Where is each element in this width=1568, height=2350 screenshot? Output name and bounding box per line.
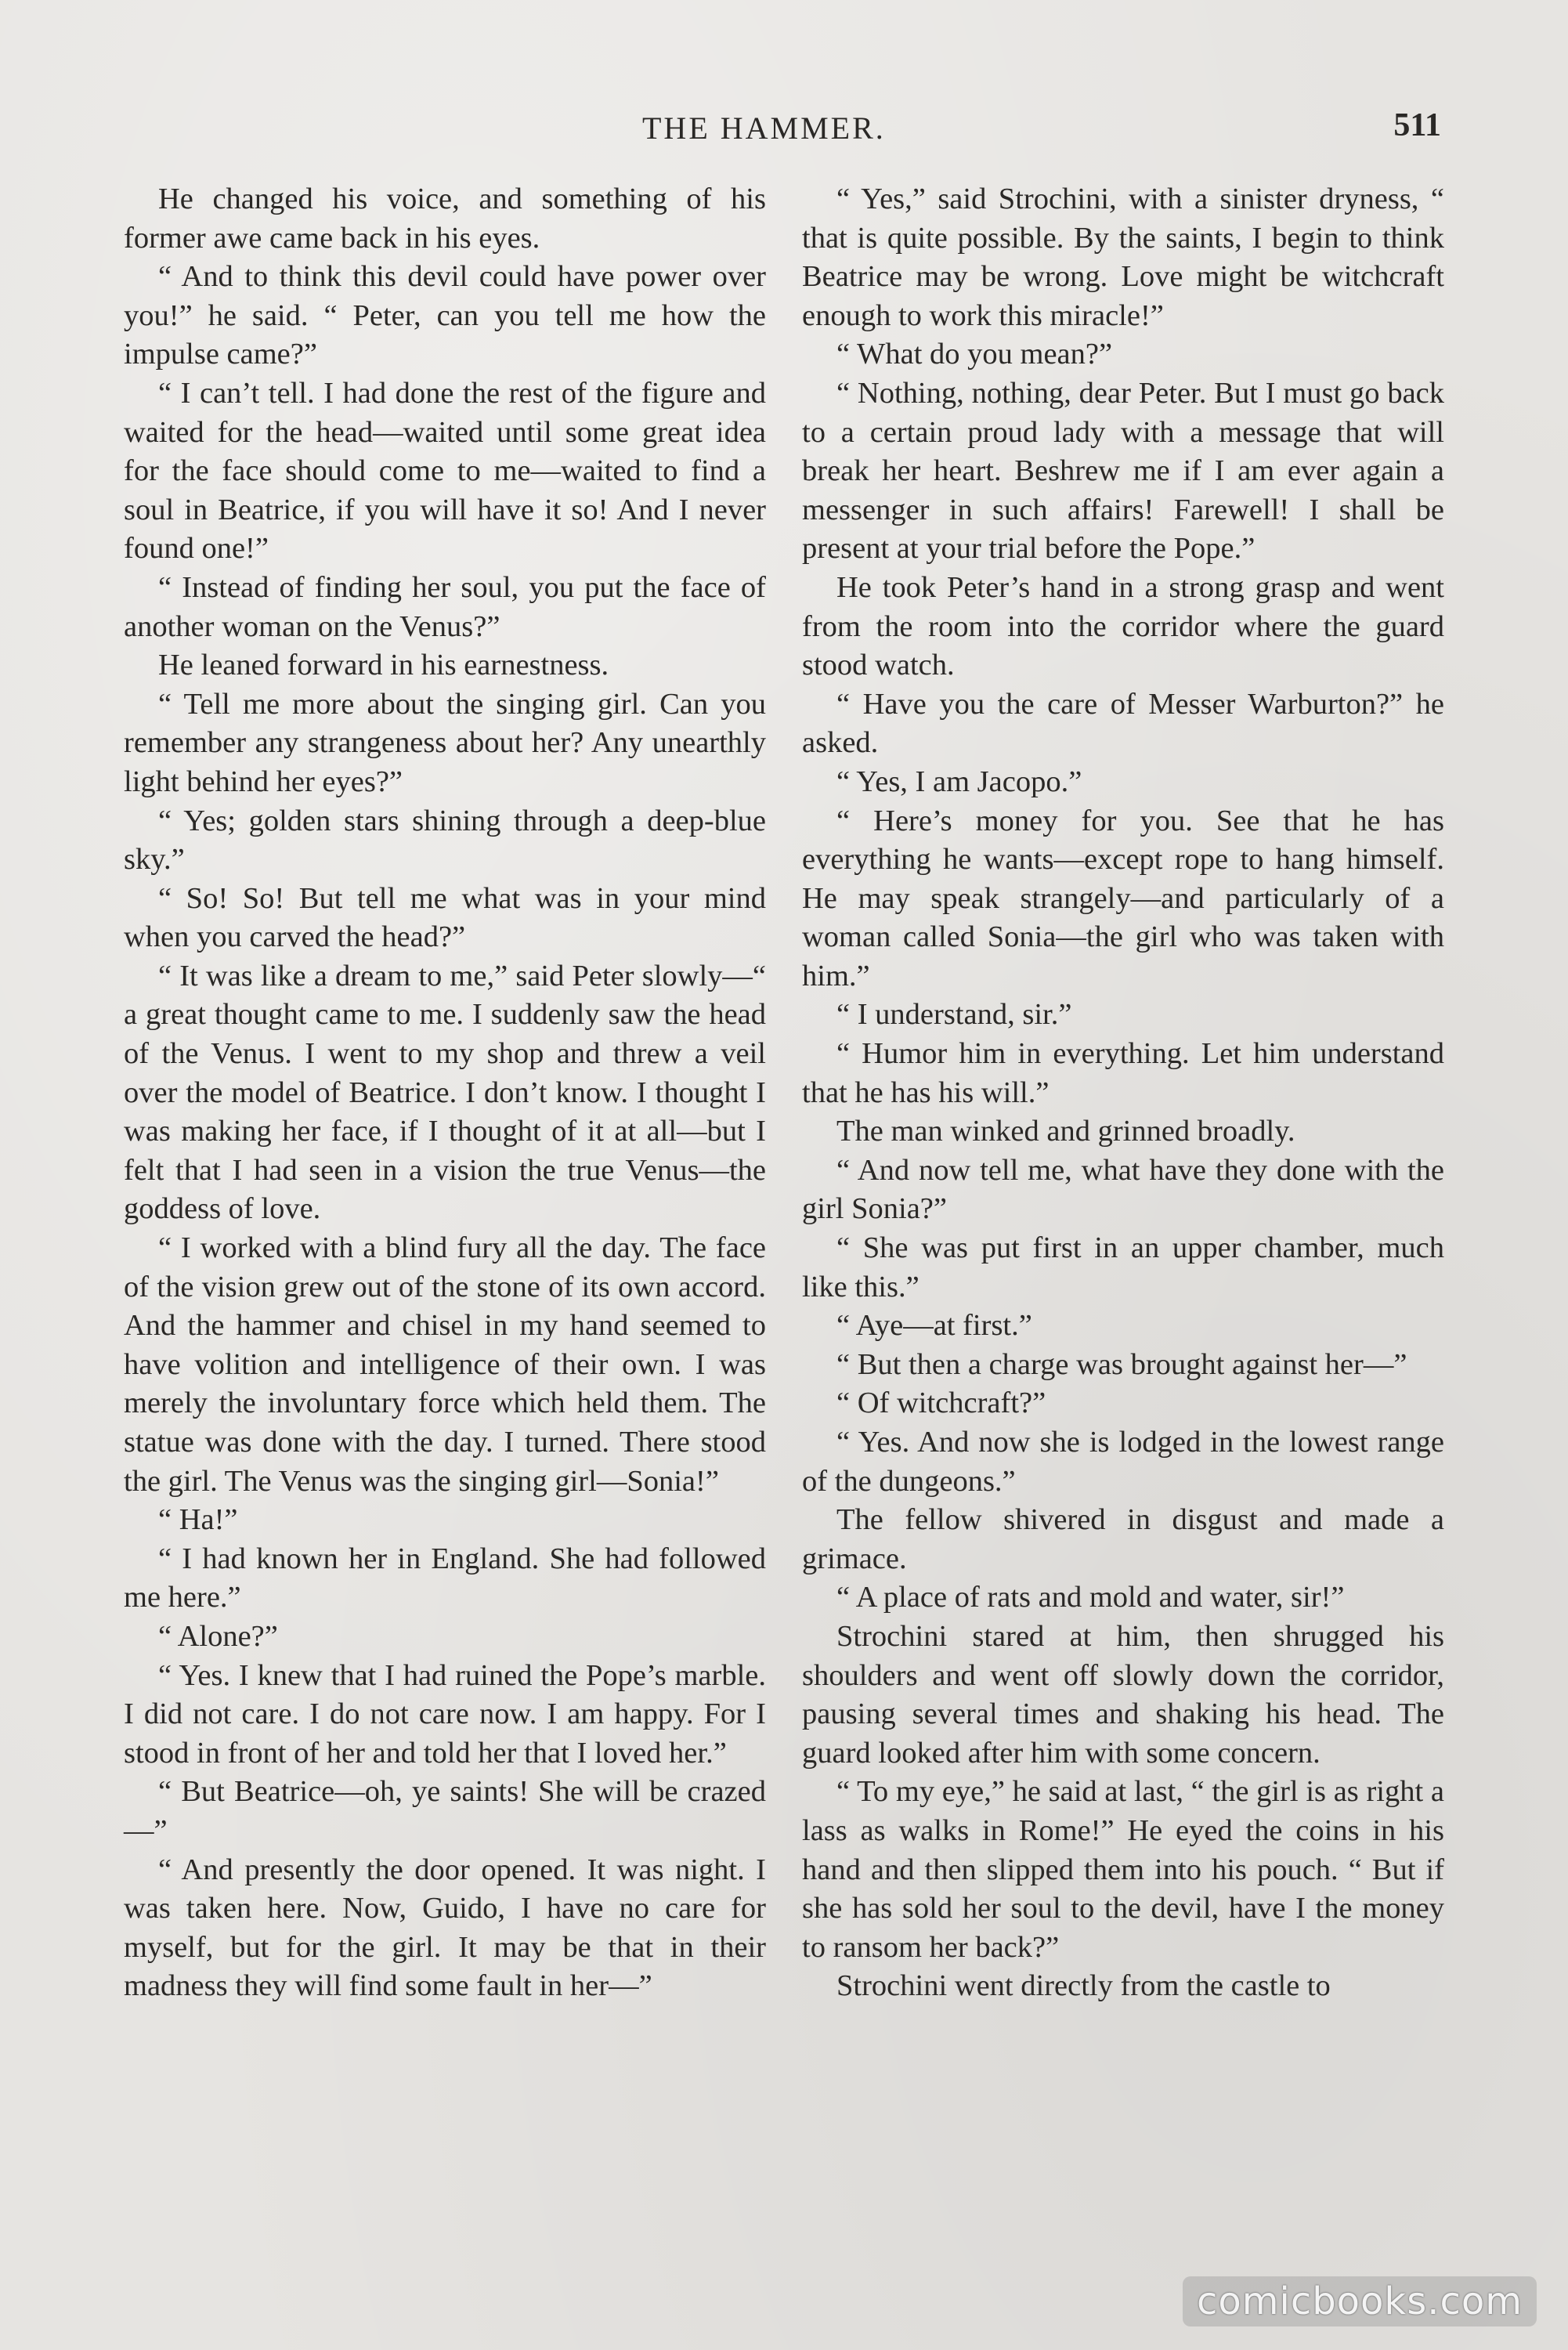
right-column <box>802 180 1444 2006</box>
watermark-logo: comicbooks.com <box>1183 2276 1537 2326</box>
paragraph: “ I worked with a blind fury all the day. The face of the vision grew out of the stone of its own accord. And the hammer and chisel in my hand seemed to have volition and intelligence of their own. I was merely the involuntary force which held them. The statue was done with the day. I turned. There stood the girl. The Venus was the singing girl—Sonia!” <box>124 1231 766 1498</box>
paragraph: “ But then a charge was brought against her—” <box>836 1347 1407 1381</box>
paragraph: The fellow shivered in disgust and made a grimace. <box>802 1503 1444 1575</box>
paragraph: “ To my eye,” he said at last, “ the girl is as right a lass as walks in Rome!” He eyed the coins in his hand and then slipped them into his pouch. “ But if she has sold her soul to the devil, have I the money to ransom her back?” <box>802 1775 1444 1964</box>
paragraph: “ Humor him in everything. Let him understand that he has his will.” <box>802 1037 1444 1109</box>
paragraph: He leaned forward in his earnestness. <box>158 649 609 682</box>
paragraph: “ What do you mean?” <box>836 338 1113 371</box>
paragraph: “ Of witchcraft?” <box>836 1386 1046 1420</box>
paragraph: “ Tell me more about the singing girl. Can you remember any strangeness about her? Any unearthly light behind her eyes?” <box>124 687 766 798</box>
paragraph: The man winked and grinned broadly. <box>836 1115 1295 1148</box>
paragraph: “ I can’t tell. I had done the rest of the figure and waited for the head—waited until some great idea for the face should come to me—waited to find a soul in Beatrice, if you will have it so! And I never found one!” <box>124 376 766 566</box>
paragraph: “ Nothing, nothing, dear Peter. But I must go back to a certain proud lady with a message that will break her heart. Beshrew me if I am ever again a messenger in such affairs! Farewell! I shall be present at your trial before the Pope.” <box>802 376 1444 566</box>
paragraph: “ Yes, I am Jacopo.” <box>836 765 1082 798</box>
paragraph: Strochini stared at him, then shrugged his shoulders and went off slowly down the corridor, pausing several times and shaking his head. The guard looked after him with some concern. <box>802 1619 1444 1770</box>
paragraph: “ And to think this devil could have power over you!” he said. “ Peter, can you tell me how the impulse came?” <box>124 260 766 371</box>
paragraph: “ And presently the door opened. It was night. I was taken here. Now, Guido, I have no care for myself, but for the girl. It may be that in their madness they will find some fault in her—” <box>124 1853 766 2003</box>
paragraph: “ It was like a dream to me,” said Peter slowly—“ a great thought came to me. I suddenly saw the head of the Venus. I went to my shop and threw a veil over the model of Beatrice. I don’t know. I thought I was making her face, if I thought of it at all—but I felt that I had seen in a vision the true Venus—the goddess of love. <box>124 959 766 1226</box>
paragraph: “ But Beatrice—oh, ye saints! She will be crazed—” <box>124 1775 766 1847</box>
paragraph: “ Have you the care of Messer Warburton?” he asked. <box>802 687 1444 760</box>
paragraph: “ Instead of finding her soul, you put the face of another woman on the Venus?” <box>124 570 766 643</box>
paragraph: He took Peter’s hand in a strong grasp and went from the room into the corridor where the guard stood watch. <box>802 570 1444 682</box>
paragraph: “ I had known her in England. She had followed me here.” <box>124 1542 766 1614</box>
paragraph: “ Yes. I knew that I had ruined the Pope’s marble. I did not care. I do not care now. I am happy. For I stood in front of her and told her that I loved her.” <box>124 1658 766 1770</box>
paragraph: “ Aye—at first.” <box>836 1309 1032 1343</box>
paragraph: “ Ha!” <box>158 1503 238 1537</box>
paragraph: “ A place of rats and mold and water, sir!” <box>836 1581 1345 1614</box>
page-number: 511 <box>1393 107 1441 143</box>
paragraph: “ And now tell me, what have they done with the girl Sonia?” <box>802 1153 1444 1226</box>
paragraph: “ Yes; golden stars shining through a deep-blue sky.” <box>124 804 766 877</box>
running-head: THE HAMMER. <box>642 110 886 146</box>
left-column <box>124 180 766 2006</box>
paragraph: Strochini went directly from the castle to <box>836 1969 1331 2003</box>
paragraph: He changed his voice, and something of his former awe came back in his eyes. <box>124 183 766 255</box>
paragraph: “ Here’s money for you. See that he has everything he wants—except rope to hang himself. He may speak strangely—and particularly of a woman called Sonia—the girl who was taken with him.” <box>802 804 1444 992</box>
paragraph: “ Alone?” <box>158 1619 278 1653</box>
paragraph: “ Yes,” said Strochini, with a sinister dryness, “ that is quite possible. By the saints, I begin to think Beatrice may be wrong. Love might be witchcraft enough to work this miracle!” <box>802 183 1444 332</box>
paragraph: “ So! So! But tell me what was in your mind when you carved the head?” <box>124 881 766 954</box>
paragraph: “ She was put first in an upper chamber, much like this.” <box>802 1231 1444 1303</box>
paragraph: “ Yes. And now she is lodged in the lowest range of the dungeons.” <box>802 1426 1444 1498</box>
paragraph: “ I understand, sir.” <box>836 998 1072 1032</box>
